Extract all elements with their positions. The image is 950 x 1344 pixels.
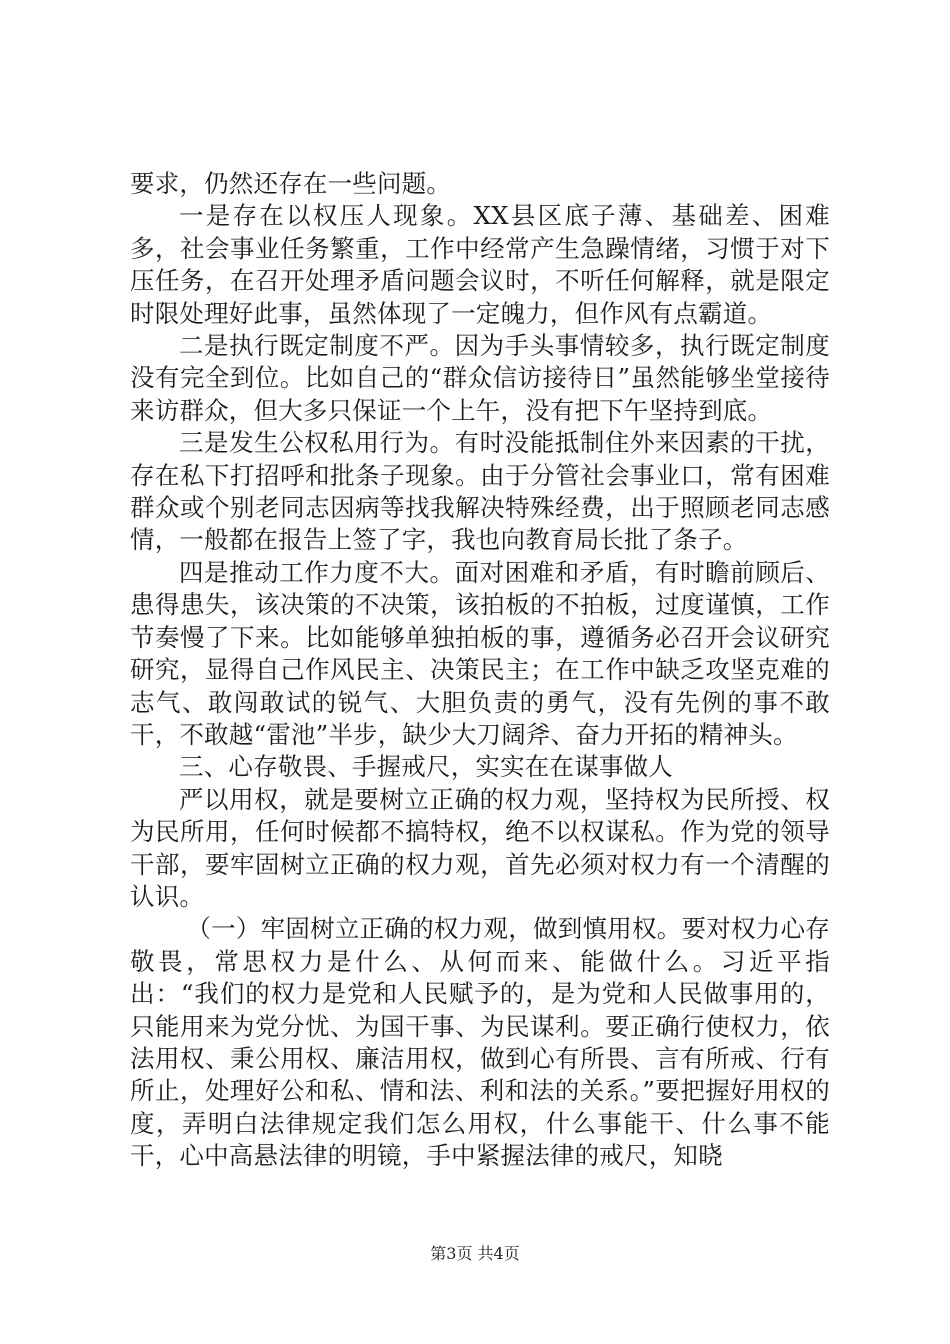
- paragraph-issue-4: 四是推动工作力度不大。面对困难和矛盾，有时瞻前顾后、患得患失，该决策的不决策，该拍板的不拍板，过度谨慎，工作节奏慢了下来。比如能够单独拍板的事，遵循务必召开会议研究研究，显得自己作风民主、决策民主；在工作中缺乏攻坚克难的志气、敢闯敢试的锐气、大胆负责的勇气，没有先例的事不敢干，不敢越“雷池”半步，缺少大刀阔斧、奋力开拓的精神头。: [130, 557, 830, 749]
- page-footer: [0, 1244, 950, 1264]
- paragraph-power-intro: 严以用权，就是要树立正确的权力观，坚持权为民所授、权为民所用，任何时候都不搞特权，绝不以权谋私。作为党的领导干部，要牢固树立正确的权力观，首先必须对权力有一个清醒的认识。: [130, 784, 830, 911]
- page-number-label: 第3页 共4页: [430, 1244, 520, 1263]
- paragraph-subsection-1: （一）牢固树立正确的权力观，做到慎用权。要对权力心存敬畏，常思权力是什么、从何而来、能做什么。习近平指出：“我们的权力是党和人民赋予的，是为党和人民做事用的，只能用来为党分忧、为国干事、为民谋利。要正确行使权力，依法用权、秉公用权、廉洁用权，做到心有所畏、言有所戒、行有所止，处理好公和私、情和法、利和法的关系。”要把握好用权的度，弄明白法律规定我们怎么用权，什么事能干、什么事不能干，心中高悬法律的明镜，手中紧握法律的戒尺，知晓: [130, 914, 830, 1171]
- document-body: [130, 168, 830, 1173]
- section-heading-3: 三、心存敬畏、手握戒尺，实实在在谋事做人: [179, 752, 673, 782]
- paragraph-issue-2: 二是执行既定制度不严。因为手头事情较多，执行既定制度没有完全到位。比如自己的“群众信访接待日”虽然能够坐堂接待来访群众，但大多只保证一个上午，没有把下午坚持到底。: [130, 331, 830, 425]
- paragraph-issue-1: 一是存在以权压人现象。XX县区底子薄、基础差、困难多，社会事业任务繁重，工作中经常产生急躁情绪，习惯于对下压任务，在召开处理矛盾问题会议时，不听任何解释，就是限定时限处理好此事，虽然体现了一定魄力，但作风有点霸道。: [130, 201, 830, 328]
- paragraph-continuation: 要求，仍然还存在一些问题。: [130, 169, 452, 198]
- paragraph-issue-3: 三是发生公权私用行为。有时没能抵制住外来因素的干扰，存在私下打招呼和批条子现象。由于分管社会事业口，常有困难群众或个别老同志因病等找我解决特殊经费，出于照顾老同志感情，一般都在报告上签了字，我也向教育局长批了条子。: [130, 428, 830, 555]
